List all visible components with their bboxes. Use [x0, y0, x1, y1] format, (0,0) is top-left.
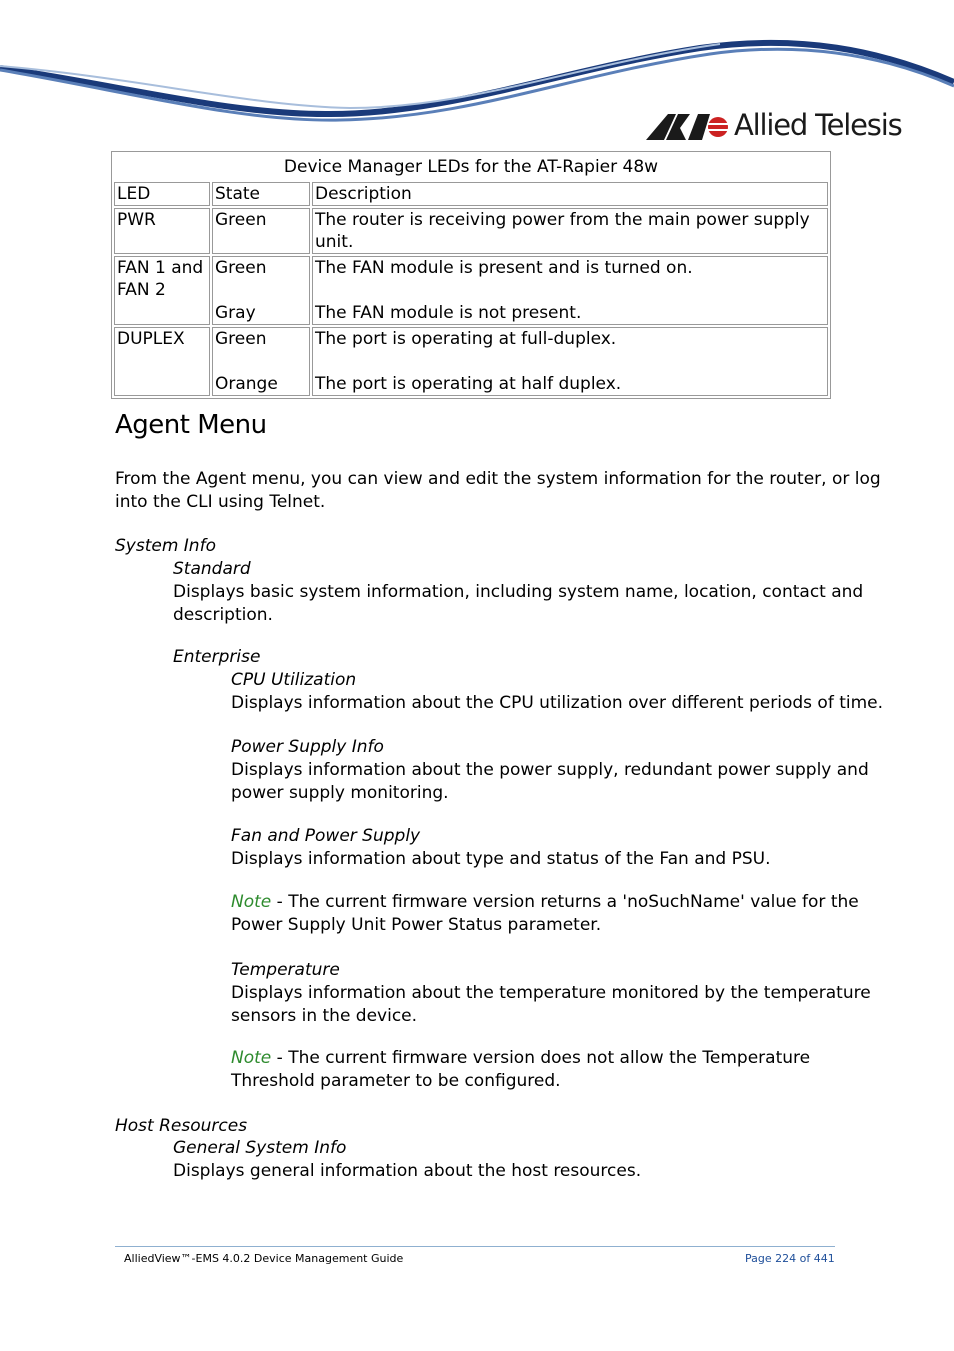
- standard-line: Displays basic system information, including system name, location, contact and: [173, 582, 864, 602]
- state-value: Green: [215, 258, 267, 278]
- description-value: The port is operating at half duplex.: [315, 374, 622, 394]
- allied-telesis-logo: [646, 108, 906, 148]
- header-led: LED: [114, 182, 210, 206]
- fan-note: [231, 891, 859, 937]
- description-value: The FAN module is not present.: [315, 303, 582, 323]
- cpu-label: CPU Utilization: [231, 670, 357, 690]
- host-resources-label: Host Resources: [115, 1116, 248, 1136]
- section-title: Agent Menu: [115, 410, 267, 440]
- cpu-block: [231, 669, 883, 715]
- note-label: Note: [231, 892, 272, 912]
- note-text: Power Supply Unit Power Status parameter.: [231, 915, 602, 935]
- footer-page-number: Page 224 of 441: [745, 1252, 835, 1265]
- state-value: Gray: [215, 303, 256, 323]
- temp-line: Displays information about the temperature monitored by the temperature: [231, 983, 871, 1003]
- power-line: power supply monitoring.: [231, 783, 449, 803]
- intro-line: From the Agent menu, you can view and edit the system information for the router, or log: [115, 469, 881, 489]
- footer-divider: [115, 1246, 835, 1247]
- led-table: [111, 151, 831, 399]
- state-value: Orange: [215, 374, 278, 394]
- enterprise-label: Enterprise: [173, 647, 261, 667]
- table-row: [114, 256, 828, 325]
- table-caption: Device Manager LEDs for the AT-Rapier 48w: [283, 157, 659, 177]
- general-line: Displays general information about the host resources.: [173, 1161, 642, 1181]
- note-text: - The current firmware version does not allow the Temperature: [271, 1048, 811, 1068]
- logo-text: Allied Telesis: [734, 108, 902, 142]
- footer-title: AlliedView™-EMS 4.0.2 Device Management Guide: [124, 1252, 404, 1265]
- temp-line: sensors in the device.: [231, 1006, 418, 1026]
- header-description: Description: [312, 182, 828, 206]
- power-line: Displays information about the power supply, redundant power supply and: [231, 760, 869, 780]
- cell-state: Green: [212, 208, 310, 254]
- state-value: Green: [215, 329, 267, 349]
- table-row: [114, 327, 828, 396]
- standard-block: [173, 558, 863, 627]
- intro-paragraph: [115, 468, 881, 514]
- general-label: General System Info: [173, 1138, 347, 1158]
- fan-block: [231, 825, 770, 871]
- description-value: The port is operating at full-duplex.: [315, 329, 617, 349]
- fan-label: Fan and Power Supply: [231, 826, 421, 846]
- power-block: [231, 736, 869, 805]
- standard-line: description.: [173, 605, 273, 625]
- cell-led: PWR: [114, 208, 210, 254]
- table-row: [114, 208, 828, 254]
- fan-line: Displays information about type and status of the Fan and PSU.: [231, 849, 771, 869]
- note-label: Note: [231, 1048, 272, 1068]
- cell-state: [212, 327, 310, 396]
- temp-label: Temperature: [231, 960, 340, 980]
- cell-state: [212, 256, 310, 325]
- temp-note: [231, 1047, 810, 1093]
- table-header-row: [114, 182, 828, 206]
- note-text: Threshold parameter to be configured.: [231, 1071, 561, 1091]
- cell-led: FAN 1 and FAN 2: [114, 256, 210, 325]
- allied-telesis-logo-mark-icon: [646, 114, 730, 140]
- description-value: The FAN module is present and is turned on.: [315, 258, 693, 278]
- general-block: [173, 1137, 641, 1183]
- cpu-line: Displays information about the CPU utilization over different periods of time.: [231, 693, 884, 713]
- system-info-label: System Info: [115, 536, 216, 556]
- intro-line: into the CLI using Telnet.: [115, 492, 326, 512]
- standard-label: Standard: [173, 559, 251, 579]
- cell-description: [312, 327, 828, 396]
- cell-description: [312, 256, 828, 325]
- cell-description: The router is receiving power from the main power supply unit.: [312, 208, 828, 254]
- temp-block: [231, 959, 871, 1028]
- note-text: - The current firmware version returns a 'noSuchName' value for the: [271, 892, 859, 912]
- header-state: State: [212, 182, 310, 206]
- power-label: Power Supply Info: [231, 737, 384, 757]
- cell-led: DUPLEX: [114, 327, 210, 396]
